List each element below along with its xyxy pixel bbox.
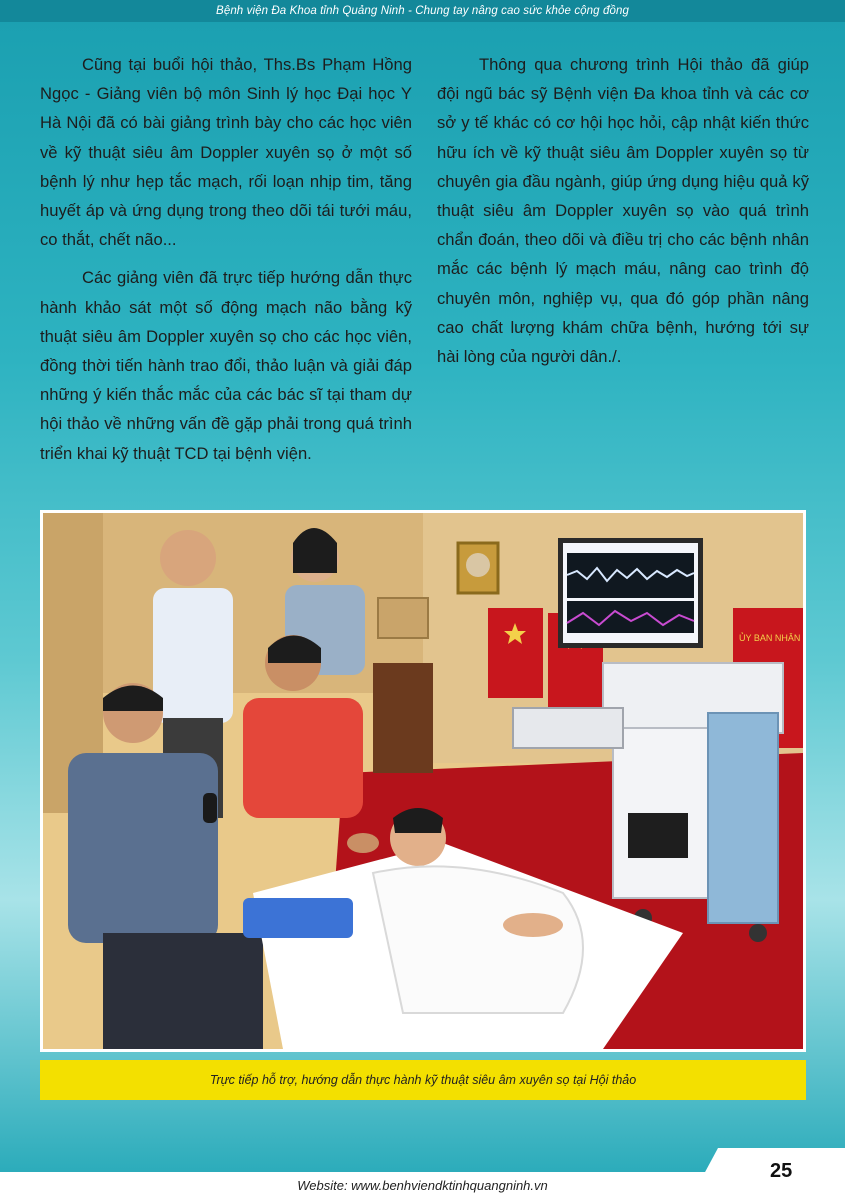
trainee-shirt — [68, 753, 218, 943]
banner-text: ỦY BAN NHÂN — [739, 633, 801, 643]
wooden-chair — [373, 663, 433, 773]
red-banner-1 — [488, 608, 543, 698]
patient-gown — [373, 866, 583, 1013]
cart-column — [708, 713, 778, 923]
right-column — [437, 50, 809, 380]
photo-caption-box — [40, 1060, 806, 1100]
device-box — [628, 813, 688, 858]
header-band — [0, 0, 845, 22]
doctor-shirt-1 — [153, 588, 233, 723]
doctor-head-1 — [160, 530, 216, 586]
workshop-photo — [40, 510, 806, 1052]
left-paragraph-1: Cũng tại buổi hội thảo, Ths.Bs Phạm Hồng Ngọc - Giảng viên bộ môn Sinh lý học Đại học Y Hà Nội đã có bài giảng trình bày cho các học viên về kỹ thuật siêu âm Doppler xuyên sọ ở một số bệnh lý như hẹp tắc mạch, rối loạn nhịp tim, tăng huyết áp và ứng dụng trong theo dõi tái tưới máu, co thắt, chết não... — [40, 55, 412, 250]
left-column — [40, 50, 412, 477]
page-number: 25 — [770, 1160, 793, 1182]
website-footer: Website: www.benhviendktinhquangninh.vn — [297, 1178, 548, 1193]
header-text: Bệnh viện Đa Khoa tỉnh Quảng Ninh - Chung tay nâng cao sức khỏe cộng đồng — [216, 5, 629, 17]
keyboard — [513, 708, 623, 748]
right-paragraph-1: Thông qua chương trình Hội thảo đã giúp đội ngũ bác sỹ Bệnh viện Đa khoa tỉnh và các cơ sở y tế khác có cơ hội học hỏi, cập nhật kiến thức hữu ích về kỹ thuật siêu âm Doppler xuyên sọ từ chuyên gia đầu ngành, giúp ứng dụng hiệu quả kỹ thuật siêu âm Doppler xuyên sọ vào quá trình chẩn đoán, theo dõi và điều trị cho các bệnh nhân mắc các bệnh lý mạch máu, nâng cao trình độ chuyên môn, nghiệp vụ, qua đó góp phần nâng cao chất lượng khám chữa bệnh, hướng tới sự hài lòng của người dân./. — [437, 55, 809, 367]
blue-pillow — [243, 898, 353, 938]
instructor-shirt — [243, 698, 363, 818]
left-paragraph-2: Các giảng viên đã trực tiếp hướng dẫn thực hành khảo sát một số động mạch não bằng kỹ thuật siêu âm Doppler xuyên sọ cho các học viên, đồng thời tiến hành trao đổi, thảo luận và giải đáp những ý kiến thắc mắc của các bác sĩ tại tham dự hội thảo về những vấn đề gặp phải trong quá trình triển khai kỹ thuật TCD tại bệnh viện. — [40, 268, 412, 463]
photo-illustration — [43, 513, 803, 1049]
photo-caption: Trực tiếp hỗ trợ, hướng dẫn thực hành kỹ thuật siêu âm xuyên sọ tại Hội thảo — [209, 1073, 637, 1087]
